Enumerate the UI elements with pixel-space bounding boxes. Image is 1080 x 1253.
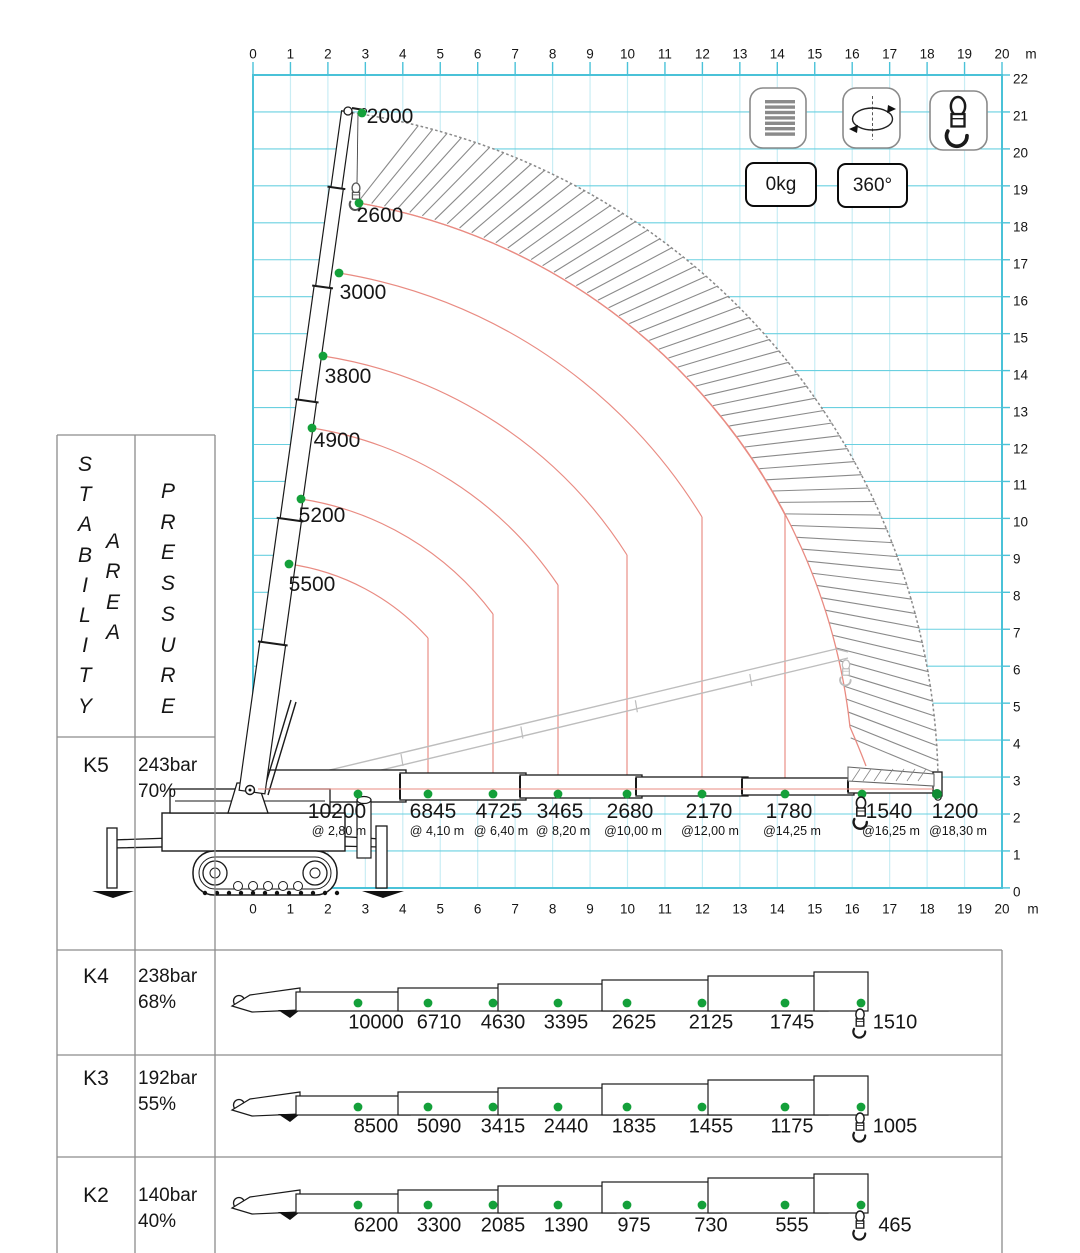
capacity-value: 555	[775, 1214, 809, 1237]
boom-point-value: 4900	[313, 429, 361, 452]
capacity-value: 2680	[606, 800, 654, 823]
axis-tick-label-top: 10	[619, 46, 636, 62]
axis-tick-label-right: 21	[1013, 108, 1029, 124]
capacity-value: 1510	[872, 1011, 918, 1034]
axis-tick-label-top: 17	[882, 46, 898, 62]
axis-tick-label-bottom: 12	[694, 901, 710, 917]
slew-range-badge	[837, 163, 908, 208]
axis-tick-label-right: 4	[1013, 736, 1021, 752]
boom-point-value: 5200	[298, 504, 346, 527]
axis-tick-label-top: 16	[844, 46, 860, 62]
area-header-letter: A	[105, 620, 121, 644]
capacity-radius: @14,25 m	[763, 824, 821, 838]
capacity-value: 6845	[409, 800, 457, 823]
axis-tick-label-top: 1	[286, 46, 295, 62]
capacity-value: 3395	[543, 1011, 589, 1034]
axis-tick-label-bottom: 6	[473, 901, 482, 917]
axis-tick-label-right: 18	[1013, 219, 1029, 235]
stability-header-letter: L	[79, 604, 91, 627]
stability-row-key: K3	[83, 1067, 109, 1090]
capacity-radius: @16,25 m	[862, 824, 920, 838]
capacity-value: 1005	[872, 1115, 918, 1138]
capacity-value: 465	[878, 1214, 912, 1237]
axis-tick-label-right: 20	[1013, 145, 1029, 161]
axis-tick-label-right: 7	[1013, 625, 1021, 641]
axis-tick-label-top: 5	[436, 46, 445, 62]
axis-tick-label-right: 15	[1013, 330, 1029, 346]
axis-tick-label-right: 2	[1013, 810, 1021, 826]
axis-tick-label-top: 18	[919, 46, 935, 62]
axis-tick-label-right: 6	[1013, 662, 1021, 678]
boom-point-value: 3000	[339, 281, 387, 304]
hook-icon	[853, 1211, 865, 1240]
axis-tick-label-right: 13	[1013, 404, 1029, 420]
stability-row-pressure: 243bar	[138, 755, 198, 776]
axis-tick-label-bottom: 13	[732, 901, 748, 917]
axis-tick-label-bottom: 20	[994, 901, 1010, 917]
stability-row-pressure: 192bar	[138, 1068, 198, 1089]
boom-point-value: 2000	[366, 105, 414, 128]
capacity-value: 1175	[770, 1115, 814, 1138]
capacity-value: 1390	[543, 1214, 589, 1237]
stability-row-key: K4	[83, 965, 109, 988]
capacity-value: 975	[617, 1214, 651, 1237]
axis-tick-label-top: 14	[769, 46, 785, 62]
stability-row-percent: 55%	[138, 1094, 177, 1115]
capacity-value: 5090	[416, 1115, 462, 1138]
pressure-header-letter: E	[160, 694, 176, 718]
capacity-radius: @ 6,40 m	[473, 824, 529, 838]
pressure-header-letter: R	[160, 664, 176, 688]
stability-row-pressure: 140bar	[138, 1185, 198, 1206]
axis-tick-label-right: 17	[1013, 256, 1029, 272]
axis-tick-label-top: 20	[994, 46, 1010, 62]
stability-row-percent: 40%	[138, 1211, 177, 1232]
pressure-header-letter: S	[160, 602, 176, 626]
axis-tick-label-top: 3	[361, 46, 370, 62]
axis-tick-label-top: 4	[399, 46, 407, 62]
capacity-radius: @12,00 m	[681, 824, 739, 838]
axis-tick-label-bottom: 15	[807, 901, 823, 917]
axis-tick-label-right: 14	[1013, 367, 1029, 383]
capacity-value: 6710	[416, 1011, 462, 1034]
axis-tick-label-bottom: 1	[286, 901, 295, 917]
capacity-value: 2440	[543, 1115, 589, 1138]
stability-row-percent: 70%	[138, 781, 177, 802]
axis-tick-label-right: 11	[1013, 477, 1028, 493]
axis-tick-label-bottom: 0	[249, 901, 257, 917]
capacity-value: 1200	[931, 800, 979, 823]
axis-tick-label-top: 7	[511, 46, 519, 62]
axis-unit-bottom: m	[1027, 901, 1039, 917]
axis-unit-top: m	[1025, 46, 1037, 62]
boom-point-value: 3800	[324, 365, 372, 388]
capacity-radius: @ 8,20 m	[535, 824, 591, 838]
capacity-value: 2125	[688, 1011, 734, 1034]
area-header-letter: R	[105, 560, 121, 584]
axis-tick-label-bottom: 17	[882, 901, 898, 917]
axis-tick-label-right: 12	[1013, 441, 1029, 456]
axis-tick-label-right: 22	[1013, 71, 1029, 87]
stability-header-letter: A	[77, 513, 93, 537]
stability-row-key: K5	[83, 754, 109, 777]
capacity-radius: @ 2,80 m	[311, 824, 367, 838]
capacity-value: 3465	[536, 800, 584, 823]
axis-tick-label-right: 16	[1013, 293, 1029, 309]
axis-tick-label-bottom: 3	[361, 901, 370, 917]
axis-tick-label-top: 6	[473, 46, 482, 62]
axis-tick-label-bottom: 18	[919, 901, 935, 917]
stability-header-letter: I	[82, 573, 88, 597]
stability-header-letter: S	[77, 453, 93, 476]
boom-point-value: 2600	[356, 204, 404, 227]
stability-header-letter: I	[82, 634, 88, 658]
axis-tick-label-bottom: 9	[586, 901, 594, 917]
legend-icons	[750, 88, 987, 150]
counterweight-value: 0kg	[765, 173, 797, 195]
counterweight-value-badge	[745, 162, 817, 207]
stability-row-percent: 68%	[138, 992, 177, 1013]
capacity-value: 2625	[611, 1011, 657, 1034]
pressure-header-letter: P	[160, 480, 176, 503]
pressure-header-letter: E	[160, 541, 176, 565]
area-header-letter: E	[105, 590, 121, 614]
capacity-value: 1835	[611, 1115, 657, 1138]
axis-tick-label-right: 19	[1013, 182, 1029, 198]
capacity-value: 1540	[865, 800, 913, 823]
capacity-value: 3415	[480, 1115, 526, 1138]
axis-tick-label-top: 2	[324, 46, 332, 62]
stability-header-letter: T	[78, 664, 92, 688]
stability-row-pressure: 238bar	[138, 966, 198, 987]
capacity-value: 8500	[353, 1115, 399, 1138]
axis-tick-label-top: 11	[657, 46, 672, 62]
capacity-value: 1780	[765, 800, 813, 823]
axis-tick-label-right: 1	[1013, 847, 1021, 863]
axis-tick-label-bottom: 4	[399, 901, 407, 917]
axis-tick-label-right: 0	[1013, 884, 1021, 900]
capacity-value: 3300	[416, 1214, 462, 1237]
axis-tick-label-top: 13	[732, 46, 748, 62]
axis-tick-label-bottom: 8	[548, 901, 557, 917]
pressure-header-letter: S	[160, 572, 176, 596]
stability-header-letter: Y	[77, 694, 93, 718]
boom-point-value: 5500	[288, 573, 336, 596]
capacity-value: 4725	[475, 800, 523, 823]
axis-tick-label-top: 0	[249, 46, 257, 62]
axis-tick-label-right: 3	[1013, 773, 1021, 789]
capacity-value: 10200	[307, 800, 367, 823]
axis-tick-label-right: 9	[1013, 551, 1021, 567]
axis-tick-label-top: 12	[694, 46, 710, 62]
capacity-radius: @18,30 m	[929, 824, 987, 838]
hook-icon	[853, 1009, 865, 1038]
axis-tick-label-bottom: 14	[769, 901, 785, 917]
axis-tick-label-bottom: 2	[324, 901, 332, 917]
stability-header-letter: B	[77, 543, 93, 567]
capacity-value: 6200	[353, 1214, 399, 1237]
capacity-value: 730	[694, 1214, 728, 1237]
capacity-radius: @10,00 m	[604, 824, 662, 838]
capacity-value: 1455	[688, 1115, 734, 1138]
axis-tick-label-right: 5	[1013, 699, 1021, 715]
capacity-value: 1745	[769, 1011, 815, 1034]
capacity-radius: @ 4,10 m	[409, 824, 465, 838]
axis-tick-label-bottom: 11	[657, 901, 672, 917]
axis-tick-label-top: 8	[548, 46, 557, 62]
capacity-value: 10000	[348, 1011, 404, 1034]
axis-tick-label-bottom: 7	[511, 901, 519, 917]
axis-tick-label-right: 10	[1013, 514, 1029, 530]
axis-tick-label-bottom: 10	[619, 901, 636, 917]
stability-header-letter: T	[78, 483, 92, 507]
axis-tick-label-top: 15	[807, 46, 823, 62]
axis-tick-label-top: 9	[586, 46, 594, 62]
axis-tick-label-bottom: 19	[957, 901, 973, 917]
hook-icon	[853, 1113, 865, 1142]
capacity-value: 2085	[480, 1214, 526, 1237]
capacity-value: 2170	[685, 800, 733, 823]
axis-tick-label-top: 19	[957, 46, 973, 62]
stability-row-key: K2	[83, 1184, 109, 1207]
slew-range-value: 360°	[852, 174, 893, 196]
area-header-letter: A	[105, 530, 121, 553]
axis-tick-label-right: 8	[1013, 588, 1021, 604]
capacity-value: 4630	[480, 1011, 526, 1034]
pressure-header-letter: U	[160, 633, 176, 657]
pressure-header-letter: R	[160, 510, 176, 534]
axis-tick-label-bottom: 16	[844, 901, 860, 917]
axis-tick-label-bottom: 5	[436, 901, 445, 917]
